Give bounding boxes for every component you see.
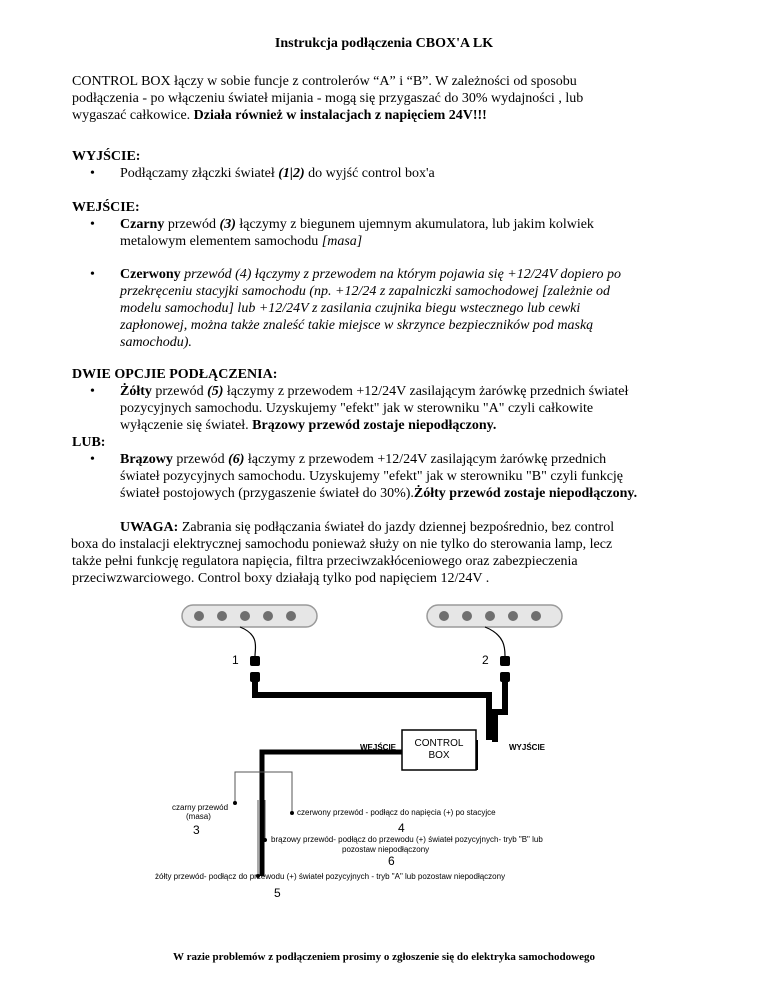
intro-line-1: CONTROL BOX łączy w sobie funcje z controlerów “A” i “B”. W zależności od sposobu bbox=[72, 74, 577, 89]
czerwony-wire-label: czerwony przewód - podłącz do napięcia (+) po stacyjce bbox=[297, 808, 496, 817]
light-number-2: 2 bbox=[482, 653, 489, 667]
opcje-heading: DWIE OPCJIE PODŁĄCZENIA: bbox=[72, 367, 278, 382]
led-light-bar-2 bbox=[427, 605, 562, 627]
zolty-item: Żółty przewód (5) łączymy z przewodem +12/24V zasilającym żarówkę przednich świateł pozycyjnych samochodu. Uzyskujemy "efekt" jak w sterowniku "A" czyli całkowite wyłączenie się świateł. Brązowy przewód zostaje niepodłączony. bbox=[120, 384, 629, 433]
brazowy-item: Brązowy przewód (6) łączymy z przewodem +12/24V zasilającym żarówkę przednich świateł pozycyjnych samochodu. Uzyskujemy "efekt" jak w sterowniku "B" czyli funkcję świateł postojowych (przygaszenie świateł do 30%).Żółty przewód zostaje niepodłączony. bbox=[120, 452, 638, 501]
bullet: • bbox=[90, 267, 95, 282]
wyjscie-heading: WYJŚCIE: bbox=[72, 149, 141, 164]
wejscie-label: WEJŚCIE bbox=[360, 743, 397, 752]
bullet: • bbox=[90, 217, 95, 232]
intro-line-2: podłączenia - po włączeniu świateł mijania - mogą się przygaszać do 30% wydajności , lub bbox=[72, 91, 584, 106]
connector-2-top bbox=[500, 656, 510, 666]
lub-label: LUB: bbox=[72, 435, 106, 450]
wejscie-heading: WEJŚCIE: bbox=[72, 200, 140, 215]
control-box-label: BOX bbox=[428, 750, 450, 761]
wire-number-3: 3 bbox=[193, 823, 200, 837]
led-light-bar-1 bbox=[182, 605, 317, 627]
wyjscie-label: WYJŚCIE bbox=[509, 743, 546, 752]
bullet: • bbox=[90, 166, 95, 181]
brazowy-wire-label: brązowy przewód- podłącz do przewodu (+) świateł pozycyjnych- tryb "B" lub bbox=[271, 835, 543, 844]
czarny-item: Czarny przewód (3) łączymy z biegunem ujemnym akumulatora, lub jakim kolwiek metalowym elementem samochodu [masa] bbox=[120, 217, 594, 249]
control-box-label: CONTROL bbox=[414, 738, 464, 749]
wyjscie-item: Podłączamy złączki świateł (1|2) do wyjść control box'a bbox=[120, 166, 435, 181]
wire-number-6: 6 bbox=[388, 854, 395, 868]
connector-1-top bbox=[250, 656, 260, 666]
light-number-1: 1 bbox=[232, 653, 239, 667]
page-title: Instrukcja podłączenia CBOX'A LK bbox=[274, 36, 494, 51]
connector-1-bottom bbox=[250, 672, 260, 682]
wire-number-4: 4 bbox=[398, 821, 405, 835]
intro-line-3: wygaszać całkowice. Działa również w instalacjach z napięciem 24V!!! bbox=[72, 108, 487, 123]
czarny-wire-label: czarny przewód bbox=[172, 803, 229, 812]
uwaga-paragraph: UWAGA: Zabrania się podłączania świateł do jazdy dziennej bezpośrednio, bez control boxa do instalacji elektrycznej samochodu ponieważ służy on nie tylko do sterowania lamp, lecz także pełni funkcję regulatora napięcia, filtra przeciwzakłóceniowego oraz zabezpieczenia przeciwzwarciowego. Control boxy działają tylko pod napięciem 12/24V . bbox=[71, 520, 615, 586]
bullet: • bbox=[90, 452, 95, 467]
connector-2-bottom bbox=[500, 672, 510, 682]
wire-number-5: 5 bbox=[274, 886, 281, 900]
czerwony-item: Czerwony przewód (4) łączymy z przewodem na którym pojawia się +12/24V dopiero po przekręceniu stacyjki samochodu (np. +12/24 z zapalniczki samochodowej [zależnie od modelu samochodu] lub +12/24V z zasilania czujnika biegu wstecznego lub cewki zapłonowej, można także znaleść takie miejsce w skrzynce bezpieczników pod maską samochodu). bbox=[120, 267, 621, 350]
zolty-wire-label: żółty przewód- podłącz do przewodu (+) świateł pozycyjnych - tryb "A" lub pozostaw niepodłączony bbox=[155, 872, 506, 881]
czarny-wire-label: (masa) bbox=[186, 812, 211, 821]
footer-note: W razie problemów z podłączeniem prosimy o zgłoszenie się do elektryka samochodowego bbox=[173, 951, 595, 963]
bullet: • bbox=[90, 384, 95, 399]
brazowy-wire-label: pozostaw niepodłączony bbox=[342, 845, 430, 854]
